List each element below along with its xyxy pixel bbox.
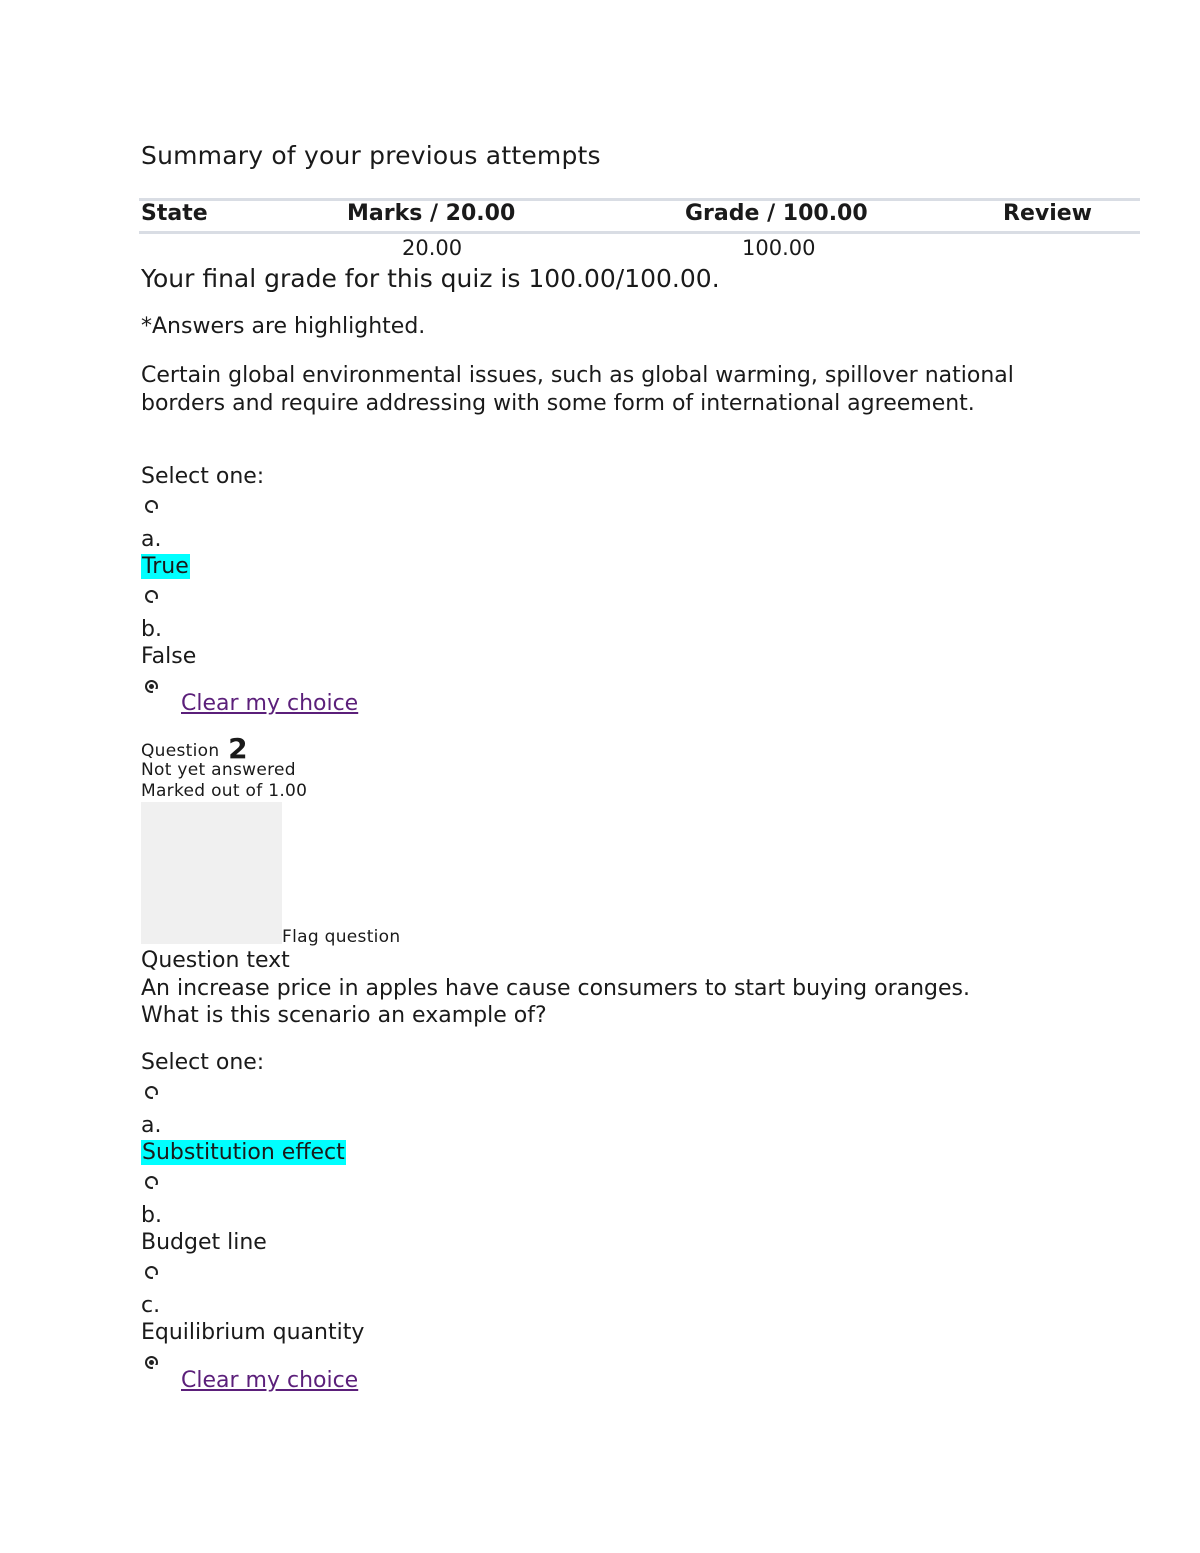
table-header-review: Review [1003,201,1092,226]
table-header-rule [139,231,1140,234]
table-cell-marks: 20.00 [402,236,463,260]
question-2-status: Not yet answered [141,760,296,780]
question-1-option-b-letter: b. [141,617,162,642]
table-header-grade: Grade / 100.00 [685,201,868,226]
answers-note: *Answers are highlighted. [141,314,426,339]
question-2-select-label: Select one: [141,1050,265,1075]
question-1-select-label: Select one: [141,464,265,489]
flag-question-link[interactable]: Flag question [282,927,401,947]
question-2-marked: Marked out of 1.00 [141,781,308,801]
flag-icon[interactable] [141,802,282,944]
question-1-option-a-label[interactable]: True [142,554,189,579]
question-1-radio-clear[interactable] [145,680,158,693]
question-1-option-a-letter: a. [141,527,162,552]
table-cell-grade: 100.00 [742,236,816,260]
question-2-option-c-label[interactable]: Equilibrium quantity [141,1320,365,1345]
question-1-option-b-label[interactable]: False [141,644,197,669]
question-2-clear-choice-link[interactable]: Clear my choice [181,1368,359,1393]
question-2-label: Question [141,741,220,761]
question-2-option-a-letter: a. [141,1113,162,1138]
question-2-text-line-2: What is this scenario an example of? [141,1003,547,1028]
question-1-text: Certain global environmental issues, such as global warming, spillover national borders and require addressing with some form of international agreement. [141,363,1014,416]
table-header-state: State [141,201,208,226]
question-2-radio-b[interactable] [145,1176,158,1189]
question-2-option-a-label[interactable]: Substitution effect [142,1140,345,1165]
question-2-option-c-letter: c. [141,1293,161,1318]
question-2-radio-a[interactable] [145,1086,158,1099]
final-grade: Your final grade for this quiz is 100.00/100.00. [141,264,720,293]
question-2-number: 2 [228,732,248,765]
question-2-radio-clear[interactable] [145,1356,158,1369]
question-1-clear-choice-link[interactable]: Clear my choice [181,691,359,716]
question-2-option-b-letter: b. [141,1203,162,1228]
question-2-radio-c[interactable] [145,1266,158,1279]
question-2-text-line-1: An increase price in apples have cause consumers to start buying oranges. [141,976,971,1001]
question-1-radio-a[interactable] [145,500,158,513]
question-2-text-heading: Question text [141,948,290,973]
table-header-marks: Marks / 20.00 [347,201,516,226]
question-1-radio-b[interactable] [145,590,158,603]
table-top-rule [139,198,1140,201]
page-title: Summary of your previous attempts [141,141,601,170]
question-2-option-b-label[interactable]: Budget line [141,1230,267,1255]
